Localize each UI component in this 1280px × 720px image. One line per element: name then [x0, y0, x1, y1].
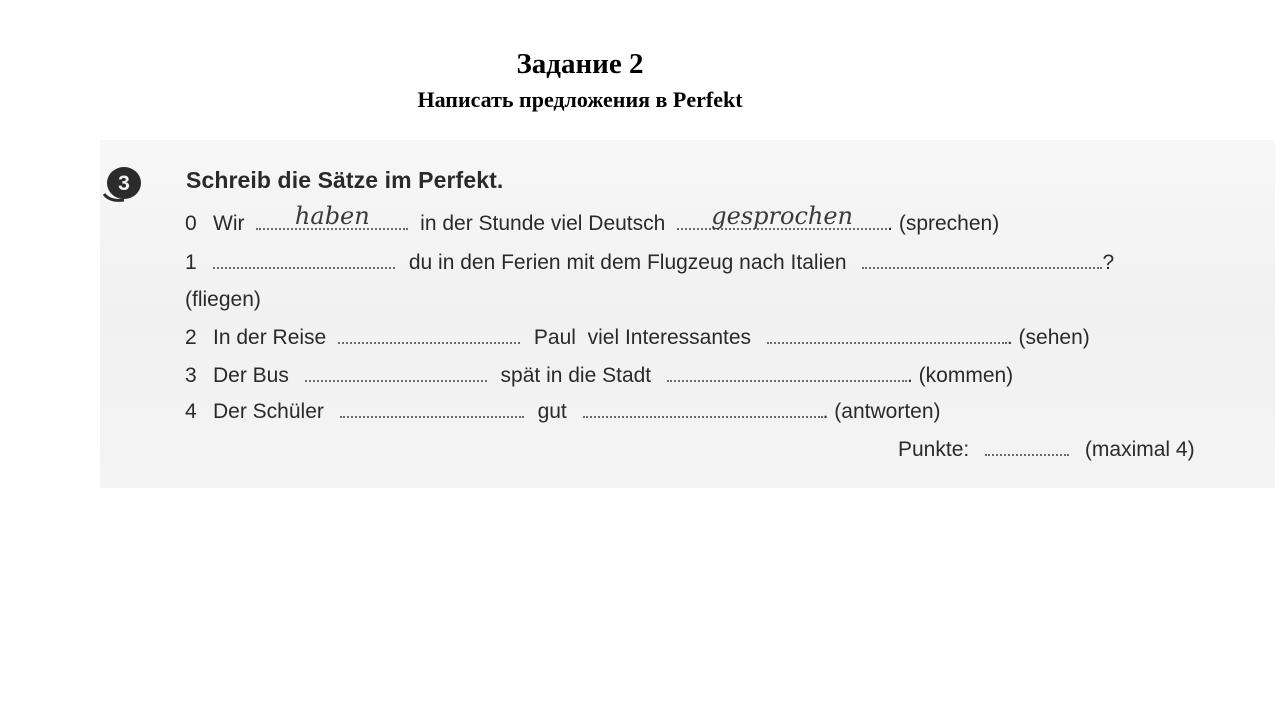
sentence-text: Der Schüler [213, 400, 324, 423]
verb-hint: (fliegen) [185, 288, 261, 311]
worksheet-scan [100, 140, 1275, 488]
answer-blank [256, 202, 408, 230]
score-line [898, 436, 1195, 462]
score-blank[interactable] [985, 436, 1069, 456]
sentence-1 [185, 249, 1114, 275]
slide-subtitle: Написать предложения в Perfekt [417, 87, 743, 112]
sentence-text: gut [537, 400, 567, 423]
answer-blank[interactable] [213, 249, 395, 269]
answer-blank[interactable] [862, 249, 1102, 269]
exercise-number: 3 [118, 172, 130, 195]
verb-hint: . (antworten) [822, 400, 941, 423]
answer-blank[interactable] [767, 324, 1007, 344]
sentence-text: In der Reise [213, 326, 327, 349]
sentence-number: 2 [185, 326, 197, 349]
sentence-text: Paul viel Interessantes [533, 326, 752, 349]
slide-title: Задание 2 [516, 48, 644, 80]
exercise-heading: Schreib die Sätze im Perfekt. [186, 167, 504, 193]
sentence-text: in der Stunde viel Deutsch [420, 212, 666, 235]
verb-hint: . (sehen) [1006, 326, 1090, 349]
answer-blank[interactable] [340, 398, 524, 418]
answer-blank [677, 202, 887, 230]
sentence-number: 3 [185, 364, 197, 387]
sentence-number: 1 [185, 251, 197, 274]
handwritten-answer: haben [294, 202, 370, 230]
answer-blank[interactable] [583, 398, 823, 418]
example-sentence [185, 202, 1000, 236]
answer-blank[interactable] [667, 362, 907, 382]
verb-hint: . (kommen) [907, 364, 1014, 387]
sentence-number: 4 [185, 400, 197, 423]
sentence-3 [185, 362, 1013, 388]
sentence-text: Der Bus [213, 364, 289, 387]
sentence-1-hint [185, 288, 261, 312]
handwritten-answer: gesprochen [711, 202, 854, 230]
score-label: Punkte: [898, 438, 970, 461]
verb-hint: . (sprechen) [887, 212, 1000, 235]
sentence-text: du in den Ferien mit dem Flugzeug nach Italien [408, 251, 847, 274]
answer-blank[interactable] [305, 362, 487, 382]
sentence-text: Wir [213, 212, 245, 235]
question-mark: ? [1102, 251, 1115, 274]
sentence-2 [185, 324, 1090, 350]
score-max: (maximal 4) [1084, 438, 1195, 461]
answer-blank[interactable] [338, 324, 520, 344]
sentence-4 [185, 398, 941, 424]
sentence-number: 0 [185, 212, 197, 235]
exercise-number-badge [102, 164, 142, 204]
sentence-text: spät in die Stadt [500, 364, 652, 387]
